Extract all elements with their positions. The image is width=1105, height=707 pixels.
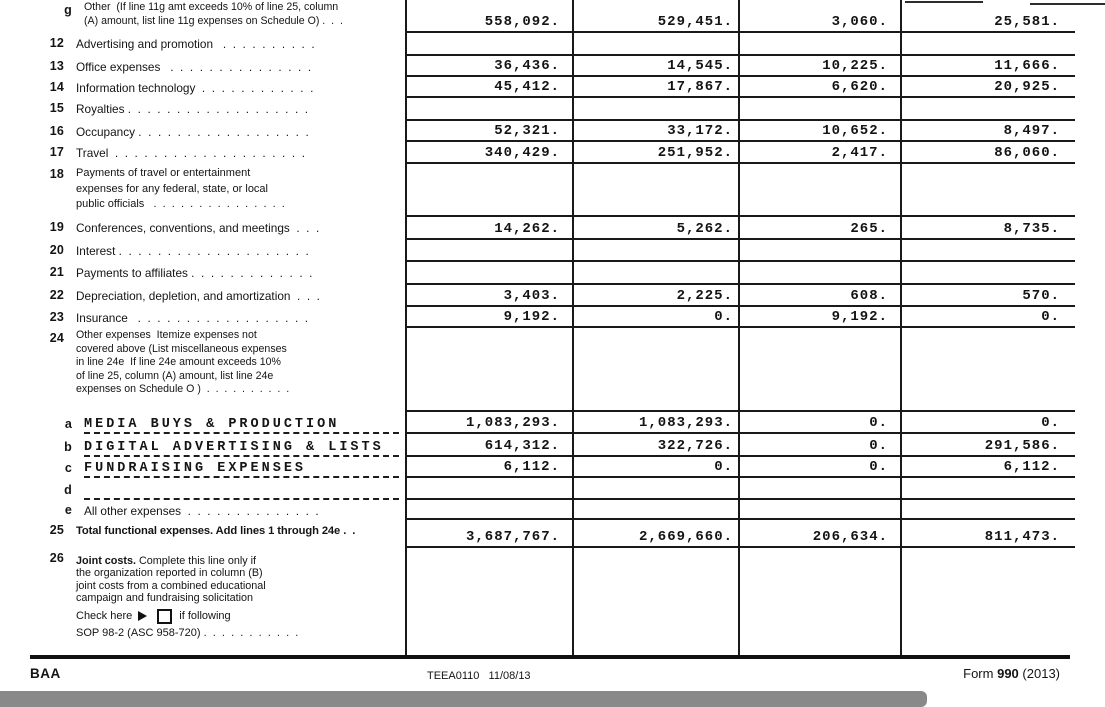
line-23-amount-d-fundraising: 0. [900, 307, 1075, 328]
line-label-text: Other (If line 11g amt exceeds 10% of line 25, column [84, 1, 339, 13]
line-24d-labelcol [0, 478, 405, 500]
line-21-amount-b-program [572, 262, 738, 285]
line-21-label [64, 262, 405, 285]
line-label-text: Advertising and promotion . . . . . . . . . . [76, 36, 315, 51]
line-22-amount-c-management: 608. [738, 285, 900, 307]
line-label-text: (A) amount, list line 11g expenses on Schedule O) . . . [84, 14, 343, 27]
line-17-amount-a-total: 340,429. [405, 142, 572, 164]
line-label-text: Travel . . . . . . . . . . . . . . . . . . . . [76, 145, 305, 160]
line-24c-labelcol [0, 457, 405, 478]
line-13-labelcol [0, 56, 405, 77]
line-24b-amount-d-fundraising: 291,586. [900, 434, 1075, 457]
line-13-amount-d-fundraising: 11,666. [900, 56, 1075, 77]
line-24-number: 24 [49, 331, 64, 345]
line-13-number: 13 [49, 59, 64, 73]
line-24a-amount-b-program: 1,083,293. [572, 412, 738, 434]
line-12-row [0, 33, 1075, 56]
line-label-text: Conferences, conventions, and meetings . . . [76, 220, 320, 235]
line-19-label [64, 217, 405, 240]
line-13-amount-a-total: 36,436. [405, 56, 572, 77]
line-22-amount-d-fundraising: 570. [900, 285, 1075, 307]
line-24e-labelcol [0, 500, 405, 520]
line-24e-row [0, 500, 1075, 520]
line-label-text: of line 25, column (A) amount, list line 24e [76, 369, 274, 382]
line-22-number: 22 [49, 288, 64, 302]
line-22-labelcol [0, 285, 405, 307]
line-22-label [64, 285, 405, 307]
line-15-labelcol [0, 98, 405, 121]
writein-line[interactable] [84, 415, 399, 435]
check-here-line [76, 609, 403, 624]
line-15-number: 15 [49, 101, 64, 115]
line-24b-labelcol [0, 434, 405, 457]
line-18-labelcol [0, 164, 405, 217]
line-15-amount-c-management [738, 98, 900, 121]
line-14-label [64, 77, 405, 98]
line-13-amount-c-management: 10,225. [738, 56, 900, 77]
line-24-row [0, 328, 1075, 412]
line-19-labelcol [0, 217, 405, 240]
line-15-amount-d-fundraising [900, 98, 1075, 121]
line-label-text: covered above (List miscellaneous expenses [76, 342, 287, 355]
line-18-number: 18 [49, 167, 64, 181]
line-21-labelcol [0, 262, 405, 285]
line-16-amount-b-program: 33,172. [572, 121, 738, 142]
line-14-number: 14 [49, 80, 64, 94]
line-24a-label [72, 412, 405, 434]
line-22-amount-b-program: 2,225. [572, 285, 738, 307]
writein-line[interactable] [84, 438, 399, 458]
if-following-text: if following [179, 610, 231, 623]
line-12-amount-b-program [572, 33, 738, 56]
cutoff-line-fragment [1030, 3, 1105, 5]
line-14-amount-b-program: 17,867. [572, 77, 738, 98]
form-code-label: TEEA0110 11/08/13 [427, 670, 531, 682]
line-13-amount-b-program: 14,545. [572, 56, 738, 77]
line-label-text: the organization reported in column (B) [76, 567, 263, 580]
line-24a-number: a [64, 417, 72, 431]
line-16-label [64, 121, 405, 142]
line-24c-amount-a-total: 6,112. [405, 457, 572, 478]
form-word: Form [963, 666, 994, 681]
line-23-amount-b-program: 0. [572, 307, 738, 328]
line-20-amount-b-program [572, 240, 738, 262]
line-15-row [0, 98, 1075, 121]
line-24b-label [72, 434, 405, 457]
line-20-labelcol [0, 240, 405, 262]
line-26-row [0, 548, 1075, 658]
line-15-amount-a-total [405, 98, 572, 121]
line-24e-number: e [64, 503, 72, 517]
line-26-amount-b-program [572, 548, 738, 658]
line-24d-amount-c-management [738, 478, 900, 500]
line-16-amount-c-management: 10,652. [738, 121, 900, 142]
line-24e-amount-a-total [405, 500, 572, 520]
line-16-labelcol [0, 121, 405, 142]
line-g-row [0, 0, 1075, 33]
line-label-text: Occupancy . . . . . . . . . . . . . . . . . . [76, 124, 309, 139]
line-17-number: 17 [49, 145, 64, 159]
line-21-amount-c-management [738, 262, 900, 285]
line-24d-amount-b-program [572, 478, 738, 500]
line-20-amount-c-management [738, 240, 900, 262]
line-24c-number: c [64, 461, 72, 475]
line-24c-amount-c-management: 0. [738, 457, 900, 478]
line-24d-row [0, 478, 1075, 500]
line-17-amount-c-management: 2,417. [738, 142, 900, 164]
line-g-label [72, 0, 405, 33]
line-label-text: Other expenses Itemize expenses not [76, 329, 257, 341]
line-label-text: joint costs from a combined educational [76, 579, 266, 592]
line-label-text: Information technology . . . . . . . . . . . . [76, 80, 314, 95]
line-24-label [64, 328, 405, 412]
line-24b-row [0, 434, 1075, 457]
sop-text: SOP 98-2 (ASC 958-720) . . . . . . . . . . . [76, 626, 299, 639]
line-19-number: 19 [49, 220, 64, 234]
line-25-amount-b-program: 2,669,660. [572, 520, 738, 548]
line-25-labelcol [0, 520, 405, 548]
line-14-amount-a-total: 45,412. [405, 77, 572, 98]
line-24a-amount-d-fundraising: 0. [900, 412, 1075, 434]
line-14-amount-c-management: 6,620. [738, 77, 900, 98]
line-24a-row [0, 412, 1075, 434]
line-g-amount-a-total: 558,092. [405, 0, 572, 33]
line-25-amount-c-management: 206,634. [738, 520, 900, 548]
line-23-number: 23 [49, 310, 64, 324]
line-label-text: Royalties . . . . . . . . . . . . . . . . . . . [76, 101, 309, 116]
line-19-amount-b-program: 5,262. [572, 217, 738, 240]
line-label-text [76, 555, 403, 567]
line-label-text: Depreciation, depletion, and amortization . . . [76, 288, 320, 303]
line-24a-amount-c-management: 0. [738, 412, 900, 434]
line-14-amount-d-fundraising: 20,925. [900, 77, 1075, 98]
line-24-amount-c-management [738, 328, 900, 412]
line-24b-amount-c-management: 0. [738, 434, 900, 457]
check-here-arrow-icon [138, 611, 147, 621]
line-12-amount-d-fundraising [900, 33, 1075, 56]
line-24-labelcol [0, 328, 405, 412]
line-26-label [64, 548, 405, 658]
line-24e-amount-b-program [572, 500, 738, 520]
total-rest-text: Add lines 1 through 24e . . [213, 525, 356, 537]
line-18-amount-a-total [405, 164, 572, 217]
line-24c-label [72, 457, 405, 478]
line-17-amount-b-program: 251,952. [572, 142, 738, 164]
line-18-amount-b-program [572, 164, 738, 217]
line-17-label [64, 142, 405, 164]
line-24a-amount-a-total: 1,083,293. [405, 412, 572, 434]
writein-text: FUNDRAISING EXPENSES [84, 460, 307, 476]
writein-text: DIGITAL ADVERTISING & LISTS [84, 439, 384, 455]
line-label-text: Payments of travel or entertainment [76, 167, 251, 179]
line-23-labelcol [0, 307, 405, 328]
line-26-amount-a-total [405, 548, 572, 658]
line-24e-amount-d-fundraising [900, 500, 1075, 520]
line-25-number: 25 [49, 523, 64, 537]
line-12-number: 12 [49, 36, 64, 50]
form-number: 990 [997, 666, 1019, 681]
line-label-text: expenses for any federal, state, or local [76, 182, 268, 195]
line-24e-amount-c-management [738, 500, 900, 520]
line-g-number: g [64, 3, 72, 17]
line-24b-amount-b-program: 322,726. [572, 434, 738, 457]
line-21-amount-d-fundraising [900, 262, 1075, 285]
bottom-scrollbar-thumb[interactable] [0, 691, 927, 707]
line-19-amount-d-fundraising: 8,735. [900, 217, 1075, 240]
line-24b-number: b [64, 440, 72, 454]
line-26-labelcol [0, 548, 405, 658]
line-15-label [64, 98, 405, 121]
line-12-amount-a-total [405, 33, 572, 56]
line-15-amount-b-program [572, 98, 738, 121]
line-24-amount-d-fundraising [900, 328, 1075, 412]
line-20-row [0, 240, 1075, 262]
line-20-label [64, 240, 405, 262]
writein-line[interactable] [84, 459, 399, 479]
line-g-amount-b-program: 529,451. [572, 0, 738, 33]
line-24a-labelcol [0, 412, 405, 434]
line-25-amount-d-fundraising: 811,473. [900, 520, 1075, 548]
line-label-text: Payments to affiliates . . . . . . . . . . . . . [76, 265, 313, 280]
line-16-amount-d-fundraising: 8,497. [900, 121, 1075, 142]
line-23-amount-c-management: 9,192. [738, 307, 900, 328]
line-label-text: All other expenses . . . . . . . . . . . . . . [84, 503, 319, 518]
line-26-amount-c-management [738, 548, 900, 658]
line-12-label [64, 33, 405, 56]
writein-text: MEDIA BUYS & PRODUCTION [84, 416, 340, 432]
line-24b-amount-a-total: 614,312. [405, 434, 572, 457]
line-label-text: Insurance . . . . . . . . . . . . . . . . . . [76, 310, 309, 325]
line-21-number: 21 [49, 265, 64, 279]
line-label-text: public officials . . . . . . . . . . . . . . . [76, 198, 285, 211]
line-24d-number: d [64, 483, 72, 497]
line-20-number: 20 [49, 243, 64, 257]
line-g-amount-c-management: 3,060. [738, 0, 900, 33]
line-24d-amount-d-fundraising [900, 478, 1075, 500]
line-12-amount-c-management [738, 33, 900, 56]
form-year: (2013) [1022, 666, 1060, 681]
line-label-text: in line 24e If line 24e amount exceeds 10% [76, 356, 281, 369]
line-g-labelcol [0, 0, 405, 33]
line-21-row [0, 262, 1075, 285]
line-17-amount-d-fundraising: 86,060. [900, 142, 1075, 164]
line-16-number: 16 [49, 124, 64, 138]
line-label-text [76, 520, 403, 537]
line-25-row [0, 520, 1075, 548]
joint-bold-text: Joint costs. [76, 555, 136, 567]
line-23-row [0, 307, 1075, 328]
line-24c-amount-d-fundraising: 6,112. [900, 457, 1075, 478]
line-22-row [0, 285, 1075, 307]
line-24c-amount-b-program: 0. [572, 457, 738, 478]
line-25-label [64, 520, 405, 548]
line-26-amount-d-fundraising [900, 548, 1075, 658]
line-label-text: campaign and fundraising solicitation [76, 592, 254, 605]
line-17-labelcol [0, 142, 405, 164]
check-here-text: Check here [76, 610, 133, 623]
line-16-amount-a-total: 52,321. [405, 121, 572, 142]
line-24d-amount-a-total [405, 478, 572, 500]
line-19-amount-c-management: 265. [738, 217, 900, 240]
sop-checkbox[interactable] [157, 609, 172, 624]
line-24e-label [72, 500, 405, 520]
line-23-label [64, 307, 405, 328]
line-16-row [0, 121, 1075, 142]
line-18-amount-c-management [738, 164, 900, 217]
line-23-amount-a-total: 9,192. [405, 307, 572, 328]
line-13-label [64, 56, 405, 77]
line-24-amount-b-program [572, 328, 738, 412]
baa-label: BAA [30, 666, 61, 681]
line-17-row [0, 142, 1075, 164]
cutoff-line-fragment [905, 1, 983, 3]
line-21-amount-a-total [405, 262, 572, 285]
form-number-label [963, 666, 1060, 681]
line-g-amount-d-fundraising: 25,581. [900, 0, 1075, 33]
line-label-text: Interest . . . . . . . . . . . . . . . . . . . . [76, 243, 309, 258]
line-24-amount-a-total [405, 328, 572, 412]
line-label-text: Office expenses . . . . . . . . . . . . . . . [76, 59, 312, 74]
joint-rest-text: Complete this line only if [136, 555, 257, 567]
line-26-number: 26 [49, 551, 64, 565]
line-13-row [0, 56, 1075, 77]
line-14-labelcol [0, 77, 405, 98]
line-18-amount-d-fundraising [900, 164, 1075, 217]
line-18-row [0, 164, 1075, 217]
table-bottom-border [30, 655, 1070, 659]
line-12-labelcol [0, 33, 405, 56]
line-24d-label [72, 478, 405, 500]
line-20-amount-a-total [405, 240, 572, 262]
line-24c-row [0, 457, 1075, 478]
total-bold-text: Total functional expenses. [76, 525, 214, 537]
line-label-text: expenses on Schedule O ) . . . . . . . . . . [76, 383, 290, 396]
line-22-amount-a-total: 3,403. [405, 285, 572, 307]
line-18-label [64, 164, 405, 217]
line-20-amount-d-fundraising [900, 240, 1075, 262]
line-14-row [0, 77, 1075, 98]
line-19-amount-a-total: 14,262. [405, 217, 572, 240]
line-25-amount-a-total: 3,687,767. [405, 520, 572, 548]
line-19-row [0, 217, 1075, 240]
